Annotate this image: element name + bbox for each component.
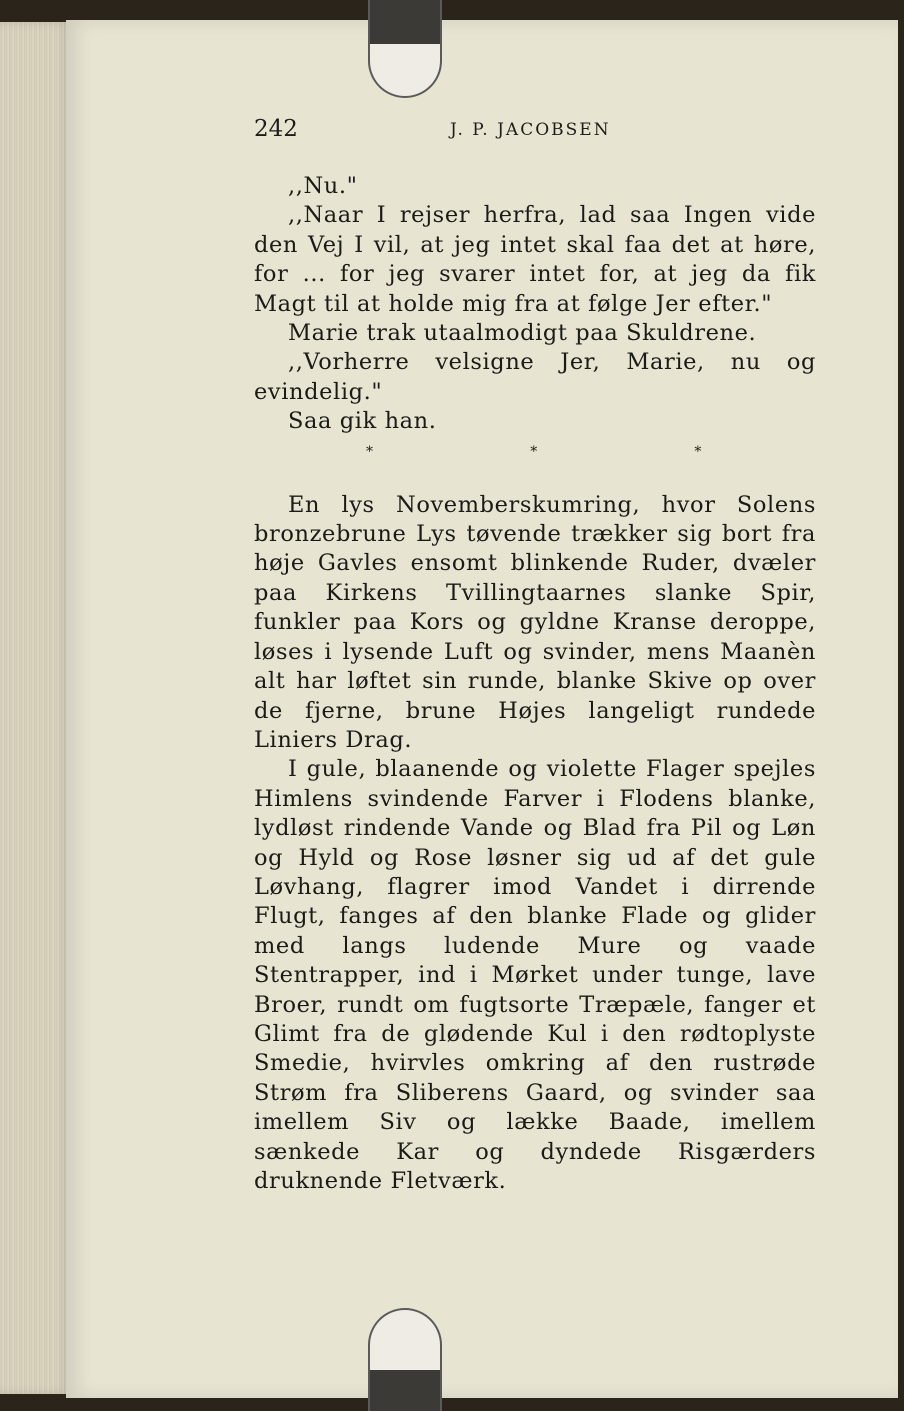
top-page-clip [368,0,442,98]
paragraph: En lys Novemberskumring, hvor Solens bronzebrune Lys tøvende trækker sig bort fra høje Gavles ensomt blinkende Ruder, dvæler paa Kirkens Tvillingtaarnes slanke Spir, funkler paa Kors og gyldne Kranse deroppe, løses i lysende Luft og svinder, mens Maanèn alt har løftet sin runde, blanke Skive op over de fjerne, brune Højes langeligt rundede Liniers Drag. [254,491,816,753]
page-edges [0,22,70,1394]
page-number: 242 [254,116,298,142]
body-text [254,172,816,1196]
bottom-page-clip [368,1308,442,1411]
separator-star: * [694,443,702,460]
paragraph: ,,Vorherre velsigne Jer, Marie, nu og evindelig." [254,349,816,405]
paragraph: Saa gik han. [288,408,437,435]
paragraph: Marie trak utaalmodigt paa Skuldrene. [288,320,757,347]
paragraph: ,,Naar I rejser herfra, lad saa Ingen vide den Vej I vil, at jeg intet skal faa det at høre, for ... for jeg svarer intet for, at jeg da fik Magt til at holde mig fra at følge Jer efter." [254,202,816,317]
paragraph: I gule, blaanende og violette Flager spejles Himlens svindende Farver i Flodens blanke, lydløst rindende Vande og Blad fra Pil og Løn og Hyld og Rose løsner sig ud af det gule Løvhang, flagrer imod Vandet i dirrende Flugt, fanges af den blanke Flade og glider med langs ludende Mure og vaade Stentrapper, ind i Mørket under tunge, lave Broer, rundt om fugtsorte Træpæle, fanger et Glimt fra de glødende Kul i den rødtoplyste Smedie, hvirvles omkring af den rustrøde Strøm fra Sliberens Gaard, og svinder saa imellem Siv og lække Baade, imellem sænkede Kar og dyndede Risgærders druknende Fletværk. [254,756,816,1194]
separator-star: * [530,443,538,460]
running-head: J. P. JACOBSEN [450,120,611,140]
page-header [254,116,816,146]
paragraph: ,,Nu." [288,173,358,199]
section-separator [366,443,702,491]
separator-star: * [366,443,374,460]
